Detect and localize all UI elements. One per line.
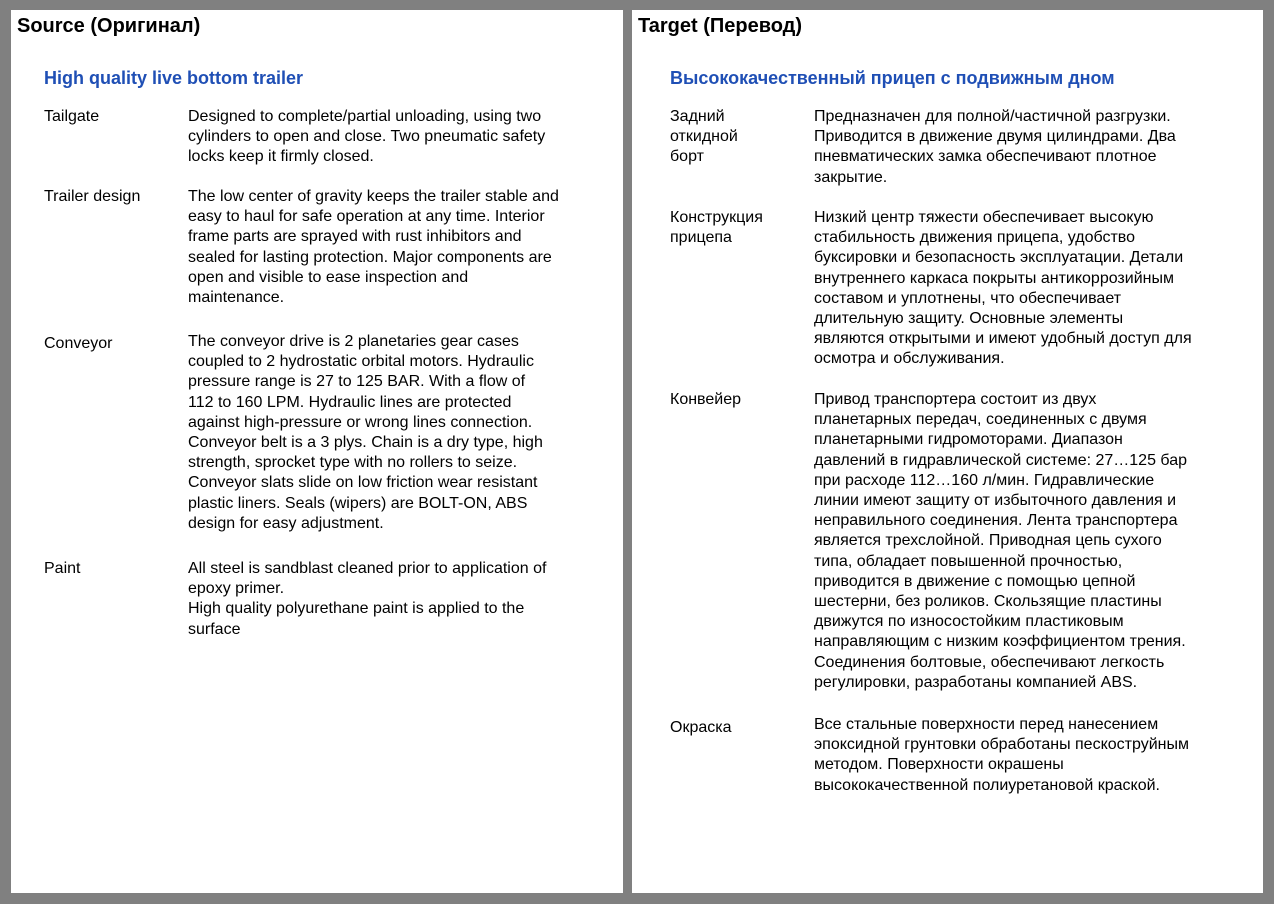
source-body-conveyor: The conveyor drive is 2 planetaries gear cases coupled to 2 hydrostatic orbital motors. Hydraulic pressure range is 27 to 125 BAR. With a flow of 112 to 160 LPM. Hydraulic lines are protected against high-pressure or wrong lines connection. Conveyor belt is a 3 plys. Chain is a dry type, high strength, sprocket type with no rollers to seize. Conveyor slats slide on low friction wear resistant plastic liners. Seals (wipers) are BOLT-ON, ABS design for easy adjustment. bbox=[188, 333, 543, 532]
source-panel bbox=[11, 10, 623, 893]
source-label-conveyor: Conveyor bbox=[44, 335, 113, 352]
target-label-trailer-design: Конструкция прицепа bbox=[670, 209, 763, 247]
target-body-paint: Все стальные поверхности перед нанесением эпоксидной грунтовки обработаны пескоструйным методом. Поверхности окрашены высококачественной полиуретановой краской. bbox=[814, 716, 1189, 794]
source-body-paint: All steel is sandblast cleaned prior to application of epoxy primer. High quality polyurethane paint is applied to the surface bbox=[188, 560, 547, 638]
source-body-tailgate: Designed to complete/partial unloading, using two cylinders to open and close. Two pneumatic safety locks keep it firmly closed. bbox=[188, 108, 546, 166]
target-label-tailgate: Задний откидной борт bbox=[670, 108, 738, 166]
target-label-conveyor: Конвейер bbox=[670, 391, 742, 408]
target-body-trailer-design: Низкий центр тяжести обеспечивает высокую стабильность движения прицепа, удобство буксировки и безопасность эксплуатации. Детали внутреннего каркаса покрыты антикоррозийным составом и уплотнены, что обеспечивает длительную защиту. Основные элементы являются открытыми и имеют удобный доступ для осмотра и обслуживания. bbox=[814, 209, 1192, 368]
target-label-paint: Окраска bbox=[670, 719, 732, 736]
target-header: Target (Перевод) bbox=[638, 15, 803, 37]
source-label-paint: Paint bbox=[44, 560, 81, 577]
target-body-conveyor: Привод транспортера состоит из двух планетарных передач, соединенных с двумя планетарными гидромоторами. Диапазон давлений в гидравлической системе: 27…125 бар при расходе 112…160 л/мин. Гидравлические линии имеют защиту от избыточного давления и неправильного соединения. Лента транспортера является трехслойной. Приводная цепь сухого типа, обладает повышенной прочностью, приводится в движение с помощью цепной шестерни, без роликов. Скользящие пластины движутся по износостойким пластиковым направляющим с низким коэффициентом трения. Соединения болтовые, обеспечивают легкость регулировки, разработаны компанией ABS. bbox=[814, 391, 1188, 691]
source-header: Source (Оригинал) bbox=[17, 15, 201, 37]
source-label-tailgate: Tailgate bbox=[44, 108, 100, 125]
source-title: High quality live bottom trailer bbox=[44, 68, 304, 88]
source-body-trailer-design: The low center of gravity keeps the trailer stable and easy to haul for safe operation at any time. Interior frame parts are sprayed with rust inhibitors and sealed for lasting protection. Major components are open and visible to ease inspection and maintenance. bbox=[188, 188, 559, 307]
target-body-tailgate: Предназначен для полной/частичной разгрузки. Приводится в движение двумя цилиндрами. Два пневматических замка обеспечивают плотное закрытие. bbox=[814, 108, 1176, 186]
target-title: Высококачественный прицеп с подвижным дном bbox=[670, 68, 1115, 88]
target-panel bbox=[632, 10, 1263, 893]
source-label-trailer-design: Trailer design bbox=[44, 188, 141, 205]
